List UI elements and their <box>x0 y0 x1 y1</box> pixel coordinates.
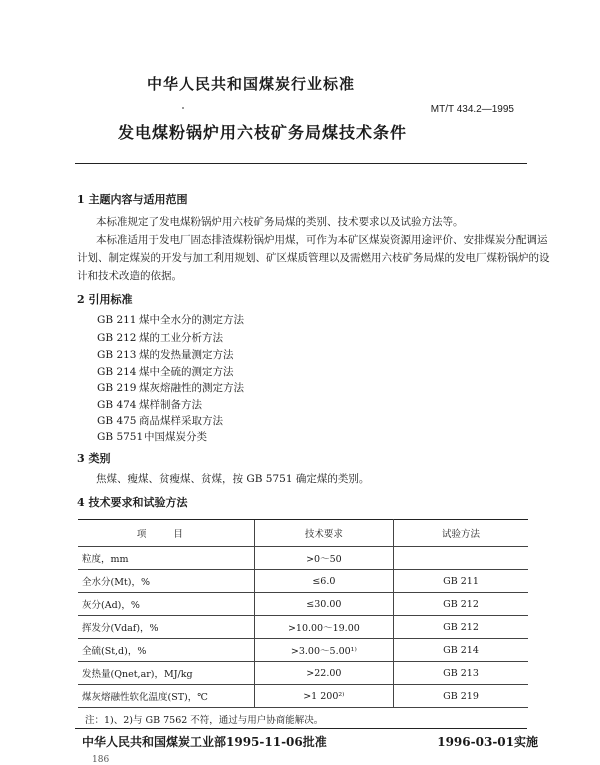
cell-item: 全水分(Mt)，% <box>78 570 254 593</box>
section1-para2-line3: 计和技术改造的依据。 <box>77 270 182 282</box>
reference-code: GB 212 <box>97 332 137 344</box>
cell-method: GB 213 <box>394 662 528 685</box>
speck <box>182 107 184 109</box>
reference-code: GB 211 <box>97 314 137 326</box>
reference-code: GB 214 <box>97 366 137 378</box>
cell-requirement: ≤6.0 <box>254 570 393 593</box>
cell-method <box>394 547 528 570</box>
cell-requirement: >22.00 <box>254 662 393 685</box>
reference-name: 中国煤炭分类 <box>144 431 207 443</box>
reference-name: 煤中全硫的测定方法 <box>139 366 234 378</box>
column-header-requirement: 技术要求 <box>254 520 393 547</box>
column-header-item: 项 目 <box>78 520 254 547</box>
cell-item: 发热量(Qnet,ar)，MJ/kg <box>78 662 254 685</box>
section1-para2-line2: 计划、制定煤炭的开发与加工利用规划、矿区煤质管理以及需燃用六枝矿务局煤的发电厂煤粉锅炉的设 <box>77 252 550 264</box>
approval-line: 中华人民共和国煤炭工业部1995-11-06批准 <box>82 735 327 749</box>
cell-item: 灰分(Ad)，% <box>78 593 254 616</box>
table-row <box>78 570 528 593</box>
reference-code: GB 474 <box>97 399 137 411</box>
cell-method: GB 212 <box>394 593 528 616</box>
section4-heading: 4 技术要求和试验方法 <box>77 496 188 509</box>
cell-item: 挥发分(Vdaf)，% <box>78 616 254 639</box>
reference-item <box>97 347 234 362</box>
cell-item: 煤灰熔融性软化温度(ST)，℃ <box>78 685 254 708</box>
standard-number: MT/T 434.2—1995 <box>430 104 514 115</box>
table-header-row <box>78 520 528 547</box>
header-rule <box>75 163 527 164</box>
table-row <box>78 662 528 685</box>
cell-requirement: ≤30.00 <box>254 593 393 616</box>
section2-heading: 2 引用标准 <box>77 293 133 306</box>
cell-method: GB 211 <box>394 570 528 593</box>
footer-rule <box>75 728 527 729</box>
reference-item <box>97 429 207 444</box>
page-number: 186 <box>92 755 110 765</box>
section1-para2-line1: 本标准适用于发电厂固态排渣煤粉锅炉用煤，可作为本矿区煤炭资源用途评价、安排煤炭分配调运 <box>96 234 548 246</box>
reference-code: GB 475 <box>97 415 137 427</box>
cell-requirement: >3.00～5.00¹⁾ <box>254 639 393 662</box>
section3-text: 焦煤、瘦煤、贫瘦煤、贫煤，按 GB 5751 确定煤的类别。 <box>96 473 370 485</box>
reference-name: 煤灰熔融性的测定方法 <box>139 382 244 394</box>
reference-item <box>97 312 244 327</box>
reference-name: 煤中全水分的测定方法 <box>139 314 244 326</box>
table-row <box>78 616 528 639</box>
cell-method: GB 212 <box>394 616 528 639</box>
column-header-method: 试验方法 <box>394 520 528 547</box>
reference-item <box>97 413 223 428</box>
reference-item <box>97 330 223 345</box>
cell-requirement: >0～50 <box>254 547 393 570</box>
cell-method: GB 214 <box>394 639 528 662</box>
industry-standard-label: 中华人民共和国煤炭行业标准 <box>147 75 356 93</box>
cell-requirement: >1 200²⁾ <box>254 685 393 708</box>
reference-item <box>97 380 244 395</box>
reference-name: 煤的工业分析方法 <box>139 332 223 344</box>
table-row <box>78 639 528 662</box>
table-row <box>78 593 528 616</box>
reference-name: 煤样制备方法 <box>139 399 202 411</box>
reference-item <box>97 364 234 379</box>
section1-heading: 1 主题内容与适用范围 <box>77 193 188 206</box>
tech-requirements-table <box>78 519 528 708</box>
reference-code: GB 219 <box>97 382 137 394</box>
reference-code: GB 5751 <box>97 431 144 443</box>
table-note: 注：1)、2)与 GB 7562 不符，通过与用户协商能解决。 <box>85 715 324 726</box>
cell-method: GB 219 <box>394 685 528 708</box>
table-row <box>78 685 528 708</box>
implementation-date: 1996-03-01实施 <box>437 735 538 749</box>
reference-item <box>97 397 202 412</box>
cell-requirement: >10.00～19.00 <box>254 616 393 639</box>
reference-name: 商品煤样采取方法 <box>139 415 223 427</box>
cell-item: 粒度，mm <box>78 547 254 570</box>
table-row <box>78 547 528 570</box>
reference-code: GB 213 <box>97 349 137 361</box>
section1-para1: 本标准规定了发电煤粉锅炉用六枝矿务局煤的类别、技术要求以及试验方法等。 <box>96 216 464 228</box>
cell-item: 全硫(St,d)，% <box>78 639 254 662</box>
reference-name: 煤的发热量测定方法 <box>139 349 234 361</box>
section3-heading: 3 类别 <box>77 452 111 465</box>
document-title: 发电煤粉锅炉用六枝矿务局煤技术条件 <box>118 123 408 142</box>
